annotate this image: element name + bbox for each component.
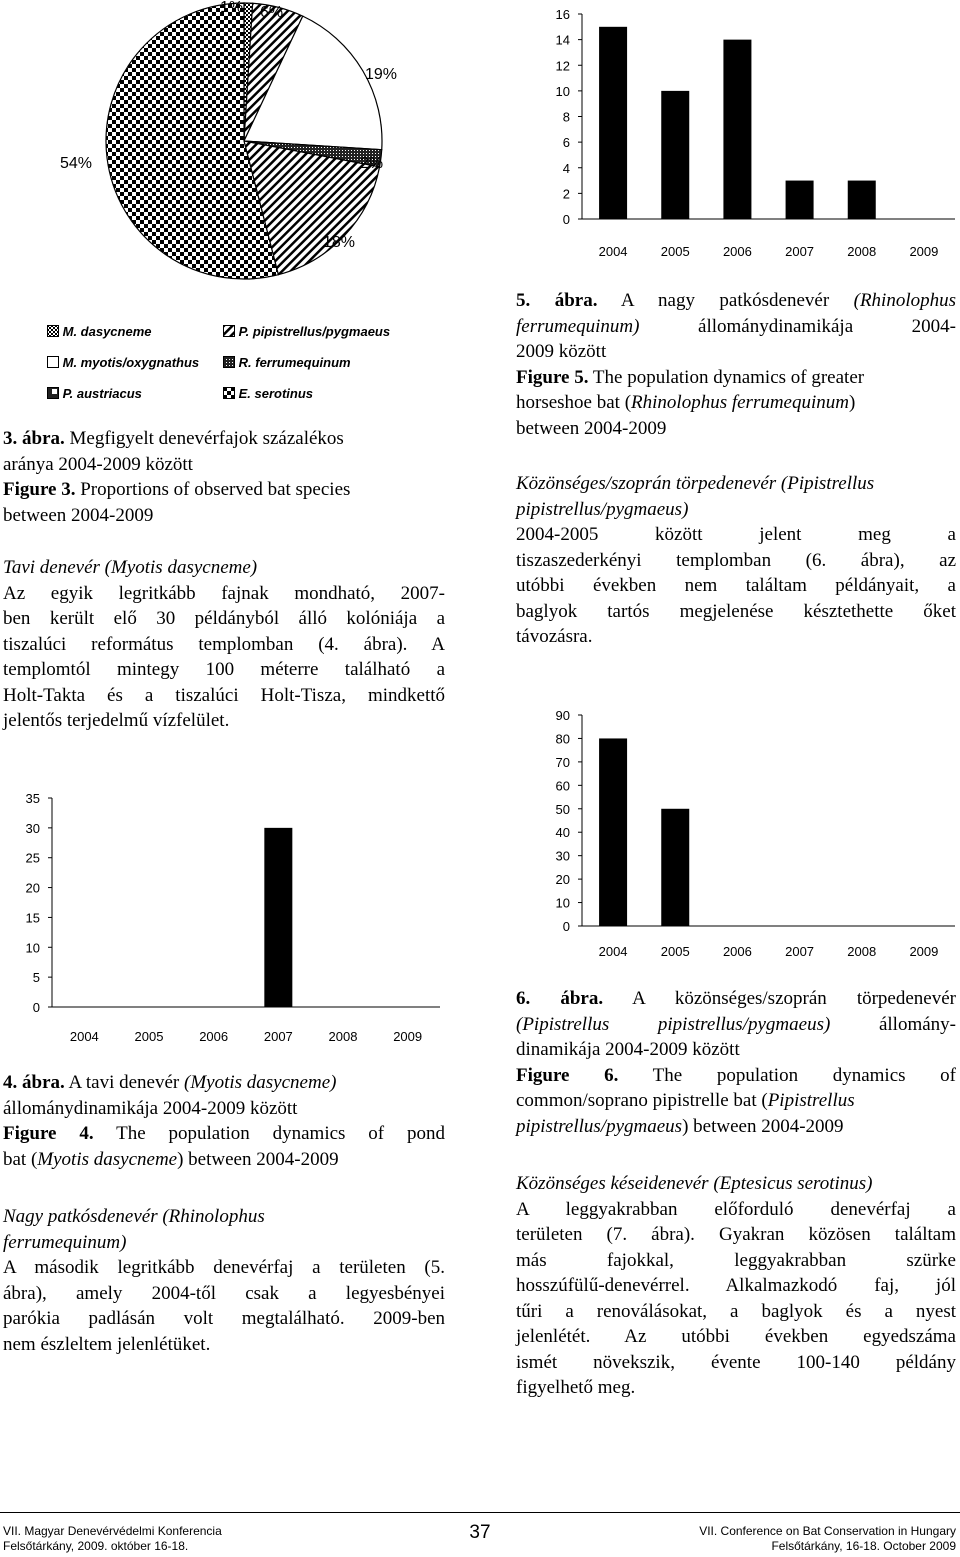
paragraph-line: A második legritkább denevérfaj a területen (5.: [3, 1257, 445, 1278]
paragraph-line: parókia padlásán volt megtalálható. 2009-ben: [3, 1308, 445, 1329]
x-tick-label: 2007: [263, 1029, 293, 1044]
bar-chart-fig6: [505, 700, 960, 970]
y-tick-label: 16: [555, 7, 570, 22]
footer-right: [699, 1524, 956, 1554]
y-tick-label: 10: [555, 83, 570, 99]
legend-swatch: [223, 325, 235, 337]
legend-item: [47, 386, 142, 401]
section-title: Nagy patkósdenevér (Rhinolophus: [3, 1206, 265, 1227]
caption-line: [516, 390, 956, 416]
x-tick-label: 2004: [598, 244, 628, 259]
x-tick-label: 2008: [847, 244, 877, 259]
caption-text: állomány-: [878, 1013, 956, 1035]
paragraph-line: nem észleltem jelenlétüket.: [3, 1333, 211, 1355]
caption-text: The population dynamics of: [652, 1064, 956, 1086]
legend-item: [223, 324, 390, 339]
legend-label: R. ferrumequinum: [238, 355, 351, 370]
figure-6-caption: [516, 986, 956, 1139]
section-kozonseges-torpedenever: [516, 471, 956, 650]
y-tick-label: 12: [555, 58, 570, 74]
section-title: Közönséges/szoprán törpedenevér (Pipistrellus: [516, 473, 875, 494]
legend-swatch: [47, 387, 59, 399]
y-tick-label: 0: [32, 1000, 40, 1015]
caption-line: [516, 1114, 956, 1140]
caption-text: horseshoe bat (: [516, 392, 632, 413]
caption-line: aránya 2004-2009 között: [3, 453, 193, 475]
y-tick-label: 20: [25, 880, 40, 896]
paragraph-line: A leggyakrabban előforduló denevérfaj a: [516, 1198, 956, 1220]
figure-label: Figure 4.: [3, 1123, 94, 1144]
caption-line: dinamikája 2004-2009 között: [516, 1039, 740, 1060]
species-name: (Pipistrellus pipistrellus/pygmaeus): [516, 1013, 831, 1035]
y-tick-label: 5: [32, 970, 40, 986]
x-tick-label: 2005: [134, 1029, 164, 1044]
legend-label: M. dasycneme: [62, 324, 152, 339]
bar: [599, 27, 627, 219]
paragraph-line: tűri a renoválásokat, a baglyok és a nyest: [516, 1300, 956, 1322]
pie-label-1: 1%: [220, 0, 244, 16]
figure-label: Figure 6.: [516, 1064, 619, 1086]
y-tick-label: 70: [555, 754, 570, 770]
x-tick-label: 2006: [199, 1029, 229, 1044]
y-tick-label: 2: [562, 186, 570, 202]
x-tick-label: 2006: [722, 244, 752, 259]
bar: [786, 181, 814, 219]
caption-line: between 2004-2009: [516, 417, 667, 439]
y-tick-label: 0: [562, 919, 570, 934]
conference-date-en: Felsőtárkány, 16-18. October 2009: [771, 1539, 956, 1553]
section-title: pipistrellus/pygmaeus): [516, 498, 689, 520]
caption-line: [516, 288, 956, 314]
caption-text: ): [849, 392, 856, 413]
x-tick-label: 2009: [909, 944, 939, 959]
conference-title: VII. Magyar Denevérvédelmi Konferencia: [3, 1524, 222, 1538]
y-tick-label: 4: [562, 160, 570, 176]
conference-date: Felsőtárkány, 2009. október 16-18.: [3, 1539, 189, 1553]
paragraph-line: 2004-2005 között jelent meg a: [516, 524, 956, 545]
caption-line: [3, 1070, 445, 1096]
bar: [599, 738, 627, 926]
caption-line: [3, 1147, 445, 1173]
y-tick-label: 0: [562, 212, 570, 227]
pie-label-6: 54%: [60, 155, 93, 172]
y-tick-label: 14: [555, 32, 570, 48]
figure-5-caption: [516, 288, 956, 441]
pie-legend: [47, 320, 447, 410]
legend-swatch: [223, 356, 235, 368]
y-tick-label: 8: [562, 109, 570, 125]
x-tick-label: 2004: [598, 944, 628, 959]
paragraph-line: hosszúfülű-denevérrel. Alkalmazkodó faj, jól: [516, 1275, 956, 1296]
paragraph-line: utóbbi években nem találtam példányait, a: [516, 575, 956, 596]
caption-line: [516, 986, 956, 1012]
bar: [264, 828, 292, 1007]
x-tick-label: 2005: [660, 944, 690, 959]
legend-item: [47, 324, 152, 339]
caption-line: [516, 1012, 956, 1038]
caption-line: between 2004-2009: [3, 504, 154, 526]
figure-3-caption: [3, 426, 445, 528]
legend-swatch: [47, 325, 59, 337]
paragraph-line: ábra), amely 2004-től csak a legyesbényei: [3, 1282, 445, 1304]
caption-text: The population dynamics of greater: [592, 366, 865, 388]
caption-line: állománydinamikája 2004-2009 között: [3, 1097, 298, 1119]
species-name: (Myotis dasycneme): [184, 1072, 337, 1093]
species-name: Pipistrellus: [767, 1090, 855, 1111]
section-title: Közönséges késeidenevér (Eptesicus serotinus): [516, 1173, 873, 1194]
caption-text: A tavi denevér: [68, 1072, 180, 1093]
y-tick-label: 10: [25, 940, 40, 956]
y-tick-label: 30: [555, 848, 570, 864]
caption-text: ) between 2004-2009: [682, 1115, 844, 1137]
paragraph-line: tiszaszederkényi templomban (6. ábra), az: [516, 549, 956, 571]
figure-4-caption: [3, 1070, 445, 1172]
figure-label: 3. ábra.: [3, 428, 65, 449]
legend-label: P. austriacus: [62, 386, 142, 401]
paragraph-line: ben került elő 30 példányból álló kolóniája a: [3, 608, 445, 629]
figure-label: 6. ábra.: [516, 988, 604, 1009]
conference-title-en: VII. Conference on Bat Conservation in Hungary: [699, 1524, 956, 1538]
caption-line: [3, 426, 445, 452]
paragraph-line: figyelhető meg.: [516, 1377, 636, 1398]
paragraph-line: területen (7. ábra). Gyakran közösen találtam: [516, 1224, 956, 1245]
x-tick-label: 2004: [69, 1029, 99, 1044]
paragraph-line: Holt-Takta és a tiszalúci Holt-Tisza, mindkettő: [3, 684, 445, 706]
species-name: (Rhinolophus: [853, 290, 957, 311]
caption-text: The population dynamics of pond: [116, 1123, 445, 1144]
paragraph-line: jelentős terjedelmű vízfelület.: [3, 710, 230, 731]
y-tick-label: 35: [25, 791, 40, 806]
page-number: 37: [469, 1522, 491, 1543]
pie-chart: [0, 0, 470, 300]
y-tick-label: 60: [555, 778, 570, 794]
caption-text: ) between 2004-2009: [177, 1148, 339, 1170]
figure-label: 4. ábra.: [3, 1072, 65, 1093]
y-tick-label: 90: [555, 708, 570, 723]
section-title: Tavi denevér (Myotis dasycneme): [3, 557, 258, 578]
y-tick-label: 6: [562, 135, 570, 151]
legend-label: P. pipistrellus/pygmaeus: [238, 324, 391, 339]
figure-label: Figure 5.: [516, 366, 589, 388]
paragraph-line: baglyok tartós megjelenése késztethette őket: [516, 600, 956, 622]
figure-label: Figure 3.: [3, 479, 76, 500]
caption-line: [516, 1088, 956, 1114]
caption-text: Proportions of observed bat species: [80, 479, 351, 500]
footer-rule: [0, 1512, 960, 1513]
paragraph-line: Az egyik legritkább fajnak mondható, 2007-: [3, 582, 445, 604]
x-tick-label: 2005: [660, 244, 690, 259]
x-tick-label: 2009: [393, 1029, 423, 1044]
y-tick-label: 25: [25, 850, 40, 866]
caption-line: 2009 között: [516, 341, 607, 362]
x-tick-label: 2008: [847, 944, 877, 959]
y-tick-label: 20: [555, 872, 570, 888]
legend-label: M. myotis/oxygnathus: [62, 355, 200, 370]
bar: [723, 40, 751, 219]
bar: [661, 809, 689, 926]
paragraph-line: távozásra.: [516, 626, 593, 647]
caption-line: [3, 1121, 445, 1147]
legend-swatch: [223, 387, 235, 399]
paragraph-line: más fajokkal, leggyakrabban szürke: [516, 1249, 956, 1271]
caption-line: [516, 1063, 956, 1089]
caption-text: A nagy patkósdenevér: [620, 290, 830, 311]
caption-text: állománydinamikája 2004-: [698, 315, 956, 337]
y-tick-label: 40: [555, 825, 570, 841]
section-tavi-denever: [3, 555, 445, 734]
bar-chart-fig5: [505, 0, 960, 270]
caption-line: [516, 365, 956, 391]
paragraph-line: templomtól mintegy 100 méterre található a: [3, 659, 445, 680]
y-tick-label: 80: [555, 731, 570, 747]
species-name: Myotis dasycneme: [37, 1148, 178, 1170]
y-tick-label: 30: [25, 820, 40, 836]
legend-label: E. serotinus: [238, 386, 314, 401]
pie-label-5: 18%: [323, 234, 356, 251]
x-tick-label: 2008: [328, 1029, 358, 1044]
x-tick-label: 2007: [785, 944, 815, 959]
x-tick-label: 2009: [909, 244, 939, 259]
legend-item: [223, 386, 313, 401]
pie-label-3: 19%: [365, 66, 398, 83]
pie-label-4: 2%: [360, 155, 384, 172]
paragraph-line: jelenlétét. Az utóbbi években egyedszáma: [516, 1326, 956, 1347]
species-name: Rhinolophus ferrumequinum: [631, 392, 849, 413]
section-title: ferrumequinum): [3, 1231, 127, 1253]
section-kozonseges-kesei-denever: [516, 1171, 956, 1401]
caption-text: bat (: [3, 1148, 38, 1170]
bar: [661, 91, 689, 219]
legend-item: [47, 355, 199, 370]
caption-text: Megfigyelt denevérfajok százalékos: [69, 428, 344, 449]
bar-chart-fig4: [0, 780, 450, 1050]
paragraph-line: ismét növekszik, évente 100-140 példány: [516, 1351, 956, 1373]
pie-label-2: 6%: [260, 4, 284, 21]
bar: [848, 181, 876, 219]
figure-label: 5. ábra.: [516, 290, 598, 311]
caption-text: A közönséges/szoprán törpedenevér: [632, 988, 956, 1009]
footer-left: [3, 1524, 222, 1554]
caption-line: [516, 314, 956, 340]
legend-item: [223, 355, 351, 370]
paragraph-line: tiszalúci református templomban (4. ábra). A: [3, 633, 445, 655]
y-tick-label: 15: [25, 910, 40, 926]
species-name: pipistrellus/pygmaeus: [516, 1115, 683, 1137]
x-tick-label: 2007: [785, 244, 815, 259]
legend-swatch: [47, 356, 59, 368]
x-tick-label: 2006: [722, 944, 752, 959]
y-tick-label: 10: [555, 895, 570, 911]
species-name: ferrumequinum): [516, 315, 640, 337]
section-nagy-patkosdenever: [3, 1204, 445, 1357]
y-tick-label: 50: [555, 801, 570, 817]
caption-line: [3, 477, 445, 503]
caption-text: common/soprano pipistrelle bat (: [516, 1090, 768, 1111]
